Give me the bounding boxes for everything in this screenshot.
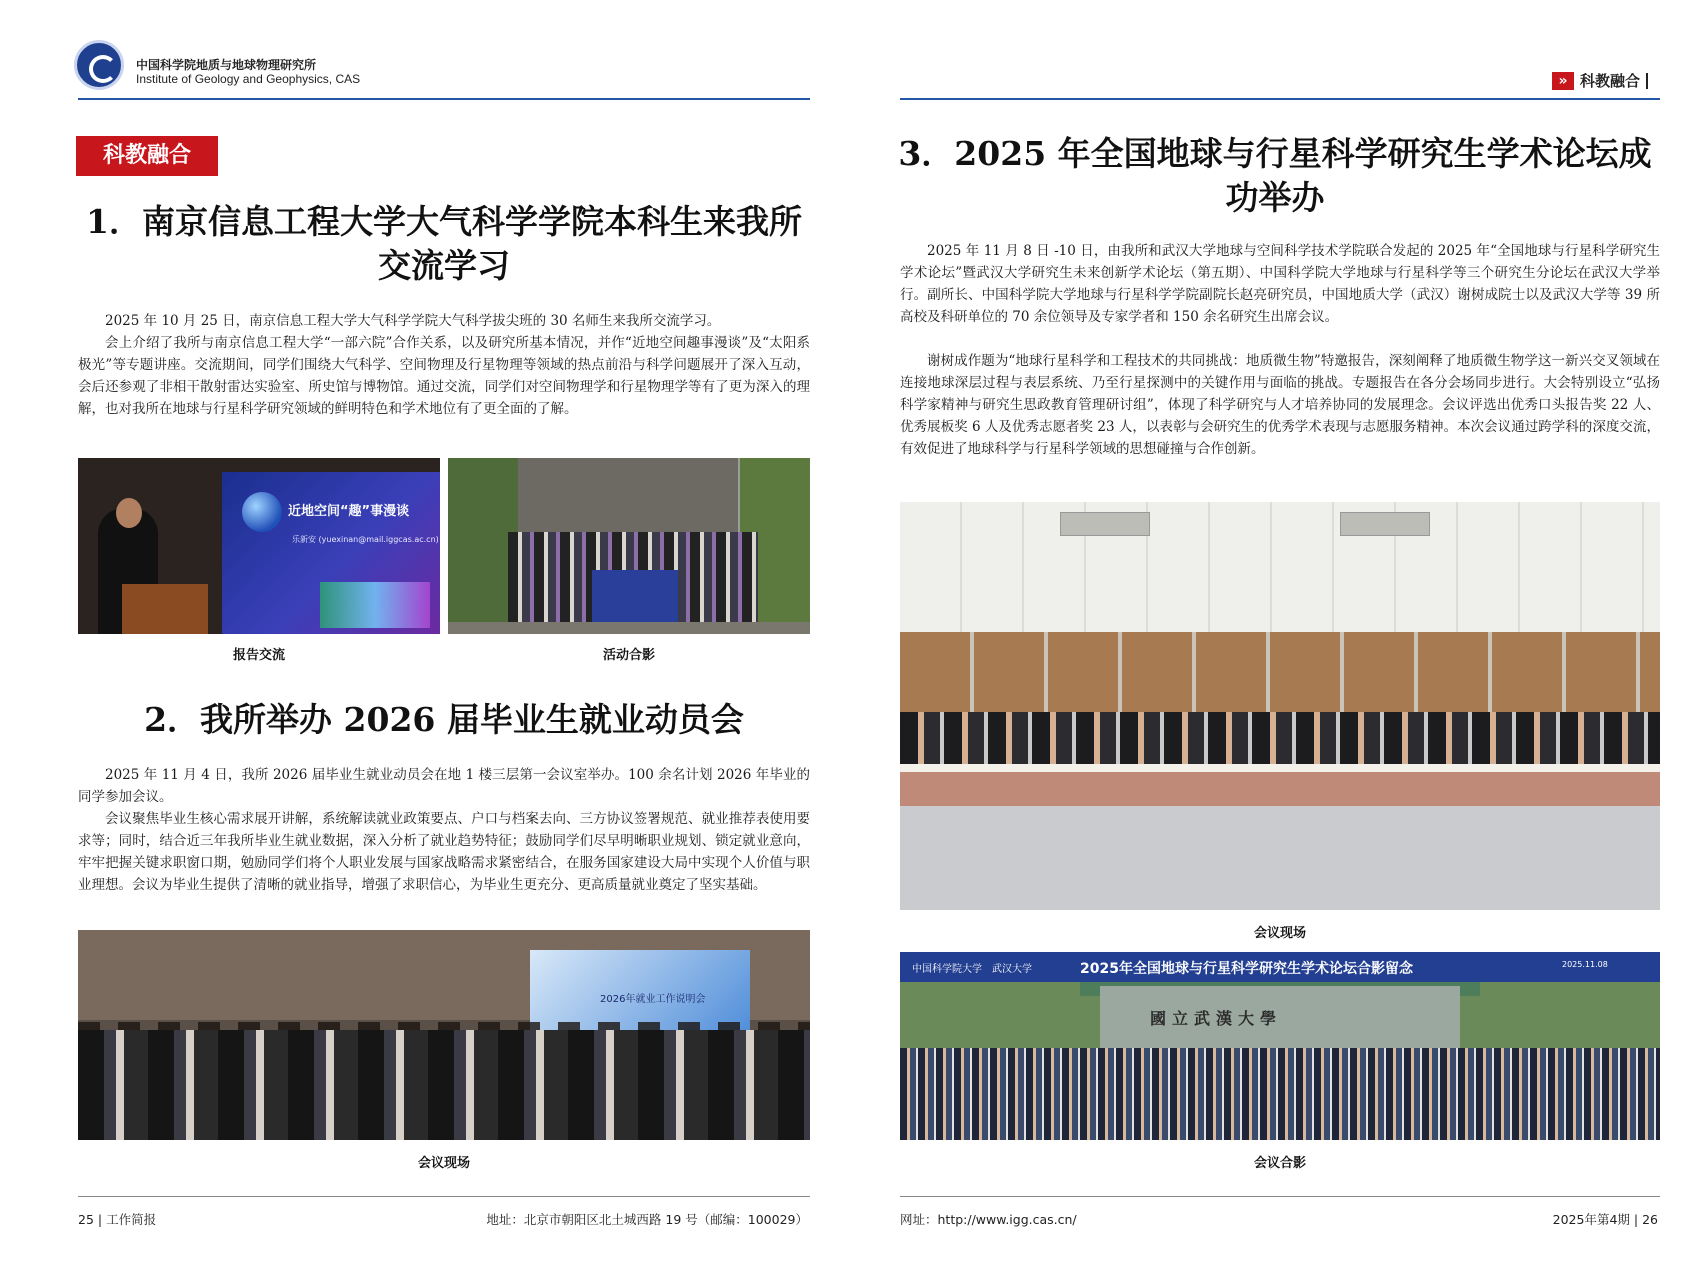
page-number-right: 2025年第4期 | 26 (1552, 1212, 1658, 1227)
article2-paragraph-2: 会议聚焦毕业生核心需求展开讲解，系统解读就业政策要点、户口与档案去向、三方协议签署规范、就业推荐表使用要求等；同时，结合近三年我所毕业生就业数据，深入分析了就业趋势特征；鼓励同学们尽早明晰职业规划、锁定就业意向，牢牢把握关键求职窗口期，勉励同学们将个人职业发展与国家战略需求紧密结合，在服务国家建设大局中实现个人价值与职业理想。会议为毕业生提供了清晰的就业指导，增强了求职信心，为毕业生更充分、更高质量就业奠定了坚实基础。 (78, 811, 810, 893)
double-chevron-icon: » (1552, 72, 1574, 90)
banner-date: 2025.11.08 (1562, 960, 1608, 969)
footer-rule (78, 1196, 810, 1197)
group-photo-caption: 活动合影 (602, 648, 655, 663)
meeting-screen-text: 2026年就业工作说明会 (600, 994, 706, 1005)
org-name-en: Institute of Geology and Geophysics, CAS (136, 72, 361, 86)
employment-meeting-photo (78, 930, 810, 1140)
article3-paragraph-2: 谢树成作题为“地球行星科学和工程技术的共同挑战：地质微生物”特邀报告，深刻阐释了地质微生物学这一新兴交叉领域在连接地球深层过程与表层系统、乃至行星探测中的关键作用与面临的挑战。专题报告在各分会场同步进行。大会特别设立“弘扬科学家精神与研究生思政教育管理研讨组”，体现了科学研究与人才培养协同的发展理念。会议评选出优秀口头报告奖 22 人、优秀展板奖 6 人及优秀志愿者奖 23 人，以表彰与会研究生的优秀学术表现与志愿服务精神。本次会议通过跨学科的深度交流，有效促进了地球科学与行星科学领域的思想碰撞与合作创新。 (900, 353, 1660, 457)
presentation-screen (222, 472, 440, 634)
speaker-head (116, 498, 142, 528)
earth-icon (242, 492, 282, 532)
article2-title: 2．我所举办 2026 届毕业生就业动员会 (144, 700, 744, 739)
ceiling-vent (1340, 512, 1430, 536)
section-header-label: 科教融合 (1579, 72, 1640, 90)
banner-university-2: 武汉大学 (992, 964, 1032, 975)
hall-floor (900, 806, 1660, 910)
lecture-photo-caption: 报告交流 (232, 648, 285, 663)
aurora-image (320, 582, 430, 628)
footer-rule-right (900, 1196, 1660, 1197)
article3-title: 3．2025 年全国地球与行星科学研究生学术论坛成功举办 (898, 134, 1652, 217)
institute-address: 地址：北京市朝阳区北土城西路 19 号（邮编：100029） (486, 1212, 808, 1227)
institute-url[interactable]: 网址：http://www.igg.cas.cn/ (900, 1212, 1077, 1227)
ground (448, 622, 810, 634)
right-page (850, 0, 1700, 1262)
article3-paragraph-1: 2025 年 11 月 8 日 -10 日，由我所和武汉大学地球与空间科学技术学院联合发起的 2025 年“全国地球与行星科学研究生学术论坛”暨武汉大学研究生未来创新学术论坛（第五期）、中国科学院大学地球与行星科学等三个研究生分论坛在武汉大学举行。副所长、中国科学院大学地球与行星科学学院副院长赵亮研究员，中国地质大学（武汉）谢树成院士以及武汉大学等 39 所高校及科研单位的 70 余位领导及专家学者和 150 余名研究生出席会议。 (900, 243, 1660, 325)
screen-subtitle: 乐新安 (yuexinan@mail.iggcas.ac.cn) (292, 535, 439, 544)
header-rule-right (900, 98, 1660, 100)
gate-inscription: 國立武漢大學 (1150, 1009, 1283, 1028)
audience (78, 1030, 810, 1140)
article1-paragraph-2: 会上介绍了我所与南京信息工程大学“一部六院”合作关系，以及研究所基本情况，并作“近地空间趣事漫谈”及“太阳系极光”等专题讲座。交流期间，同学们围绕大气科学、空间物理及行星物理等领域的热点前沿与科学问题展开了深入互动，会后还参观了非相干散射雷达实验室、所史馆与博物馆。通过交流，同学们对空间物理学和行星物理学等有了更为深入的理解，也对我所在地球与行星科学研究领域的鲜明特色和学术地位有了更全面的了解。 (78, 335, 810, 417)
page-number-left: 25 | 工作简报 (78, 1212, 157, 1227)
forum-group-caption: 会议合影 (1253, 1156, 1306, 1171)
section-header-bar (1646, 73, 1648, 89)
forum-group-photo (900, 952, 1660, 1140)
photo-banner (900, 952, 1660, 982)
institute-logo-icon (74, 40, 124, 90)
forum-hall-photo (900, 502, 1660, 910)
header-rule (78, 98, 810, 100)
school-flag (592, 570, 678, 628)
group-photo (448, 458, 810, 634)
section-header (1552, 70, 1648, 91)
employment-meeting-caption: 会议现场 (417, 1156, 470, 1171)
banner-title: 2025年全国地球与行星科学研究生学术论坛合影留念 (1080, 961, 1413, 977)
tabletop (900, 764, 1660, 772)
section-tag: 科教融合 (76, 136, 218, 176)
podium (122, 584, 208, 634)
forum-participants (900, 1048, 1660, 1140)
ceiling (900, 502, 1660, 632)
screen-title: 近地空间“趣”事漫谈 (288, 504, 410, 519)
article2-paragraph-1: 2025 年 11 月 4 日，我所 2026 届毕业生就业动员会在地 1 楼三层第一会议室举办。100 余名计划 2026 年毕业的同学参加会议。 (78, 767, 810, 805)
lecture-photo (78, 458, 440, 634)
attendees (900, 712, 1660, 772)
org-name-cn: 中国科学院地质与地球物理研究所 (136, 58, 317, 72)
article1-title: 1．南京信息工程大学大气科学学院本科生来我所交流学习 (86, 202, 802, 285)
banner-university-1: 中国科学院大学 (912, 964, 982, 975)
article1-paragraph-1: 2025 年 10 月 25 日，南京信息工程大学大气科学学院大气科学拔尖班的 30 名师生来我所交流学习。 (105, 313, 721, 329)
forum-hall-caption: 会议现场 (1253, 926, 1306, 941)
ceiling-vent (1060, 512, 1150, 536)
